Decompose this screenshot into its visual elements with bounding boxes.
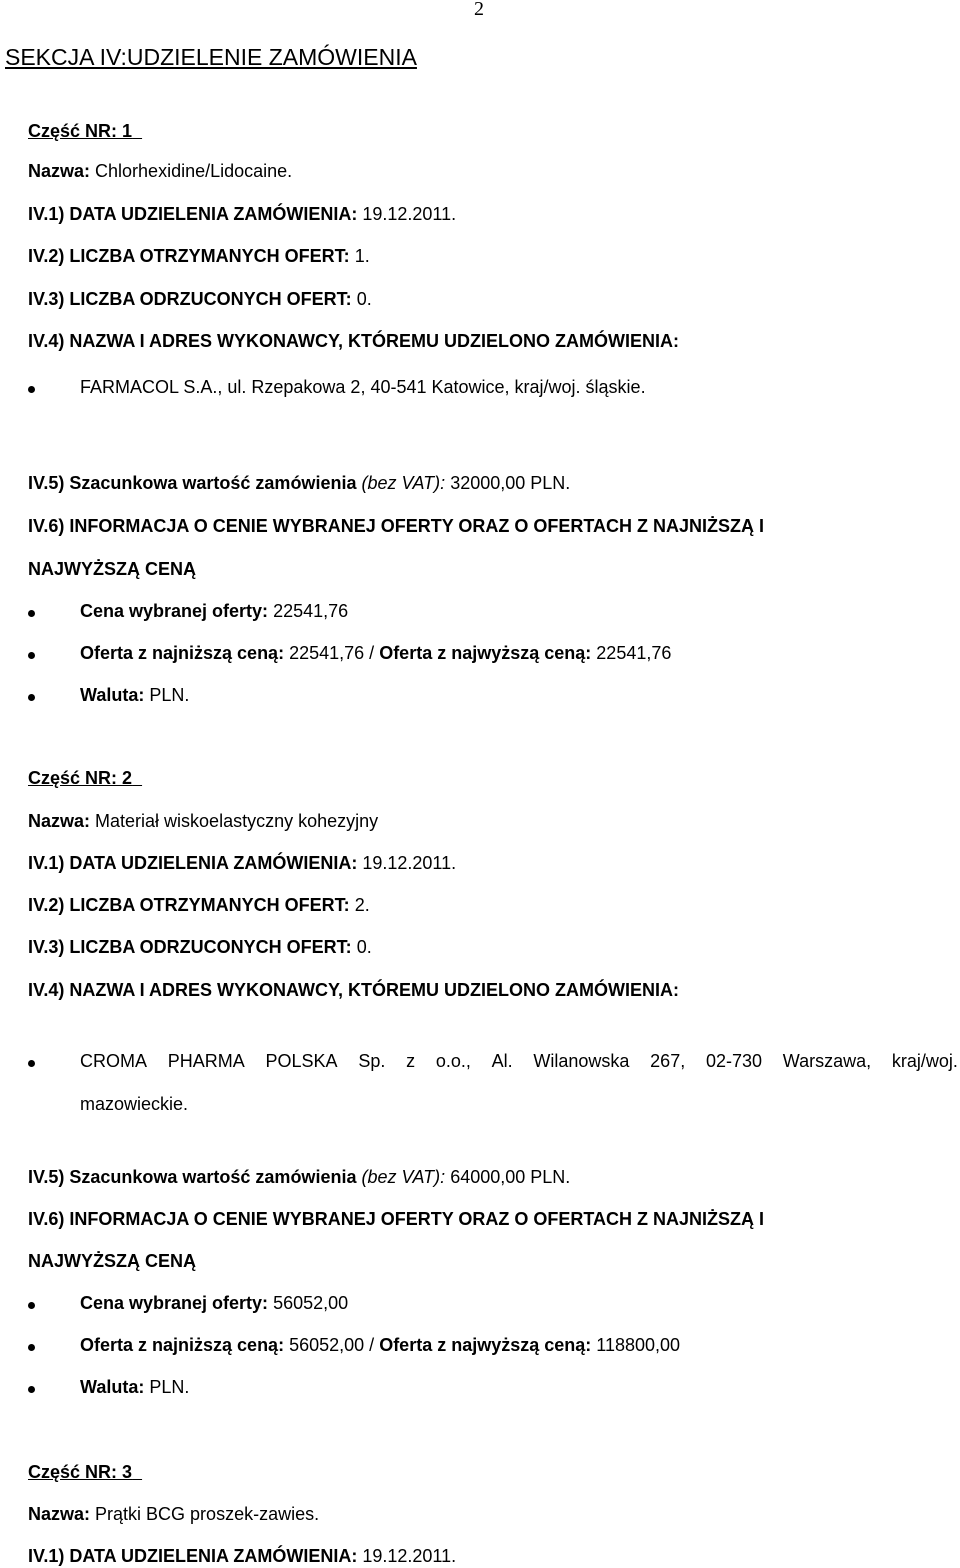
part-heading: Część NR: 1 [28, 121, 133, 141]
bullet-icon [28, 1386, 35, 1393]
bullet-icon [28, 386, 35, 393]
contractor-address: FARMACOL S.A., ul. Rzepakowa 2, 40-541 Katowice, kraj/woj. śląskie. [80, 377, 646, 397]
selected-offer-price: Cena wybranej oferty: 56052,00 [80, 1293, 349, 1313]
bullet-icon [28, 1344, 35, 1351]
section-title: SEKCJA IV:UDZIELENIE ZAMÓWIENIA [5, 44, 417, 70]
lowest-highest-offer: Oferta z najniższą ceną: 56052,00 / Oferta z najwyższą ceną: 118800,00 [80, 1335, 681, 1355]
offers-received: IV.2) LICZBA OTRZYMANYCH OFERT: 1. [28, 246, 370, 266]
currency: Waluta: PLN. [80, 1377, 190, 1397]
contractor-address: CROMA PHARMA POLSKA Sp. z o.o., Al. Wilanowska 267, 02-730 Warszawa, kraj/woj. [80, 1051, 958, 1071]
part-name: Nazwa: Materiał wiskoelastyczny kohezyjny [28, 811, 379, 831]
bullet-icon [28, 1302, 35, 1309]
part-heading: Część NR: 2 [28, 768, 133, 788]
price-info-heading-cont: NAJWYŻSZĄ CENĄ [28, 559, 197, 579]
currency: Waluta: PLN. [80, 685, 190, 705]
estimated-value: IV.5) Szacunkowa wartość zamówienia (bez VAT): 32000,00 PLN. [28, 473, 571, 493]
price-info-heading: IV.6) INFORMACJA O CENIE WYBRANEJ OFERTY ORAZ O OFERTACH Z NAJNIŻSZĄ I [28, 516, 765, 536]
page-number: 2 [474, 0, 484, 20]
bullet-icon [28, 1060, 35, 1067]
contractor-label: IV.4) NAZWA I ADRES WYKONAWCY, KTÓREMU UDZIELONO ZAMÓWIENIA: [28, 980, 679, 1000]
offers-received: IV.2) LICZBA OTRZYMANYCH OFERT: 2. [28, 895, 370, 915]
award-date: IV.1) DATA UDZIELENIA ZAMÓWIENIA: 19.12.2011. [28, 853, 457, 873]
selected-offer-price: Cena wybranej oferty: 22541,76 [80, 601, 349, 621]
contractor-label: IV.4) NAZWA I ADRES WYKONAWCY, KTÓREMU UDZIELONO ZAMÓWIENIA: [28, 331, 679, 351]
offers-rejected: IV.3) LICZBA ODRZUCONYCH OFERT: 0. [28, 289, 372, 309]
part-name: Nazwa: Prątki BCG proszek-zawies. [28, 1504, 320, 1524]
price-info-heading-cont: NAJWYŻSZĄ CENĄ [28, 1251, 197, 1271]
part-name: Nazwa: Chlorhexidine/Lidocaine. [28, 161, 293, 181]
contractor-address-cont: mazowieckie. [80, 1094, 189, 1114]
award-date: IV.1) DATA UDZIELENIA ZAMÓWIENIA: 19.12.2011. [28, 1546, 457, 1566]
lowest-highest-offer: Oferta z najniższą ceną: 22541,76 / Oferta z najwyższą ceną: 22541,76 [80, 643, 672, 663]
estimated-value: IV.5) Szacunkowa wartość zamówienia (bez VAT): 64000,00 PLN. [28, 1167, 571, 1187]
offers-rejected: IV.3) LICZBA ODRZUCONYCH OFERT: 0. [28, 937, 372, 957]
bullet-icon [28, 694, 35, 701]
bullet-icon [28, 652, 35, 659]
part-heading: Część NR: 3 [28, 1462, 133, 1482]
award-date: IV.1) DATA UDZIELENIA ZAMÓWIENIA: 19.12.2011. [28, 204, 457, 224]
price-info-heading: IV.6) INFORMACJA O CENIE WYBRANEJ OFERTY ORAZ O OFERTACH Z NAJNIŻSZĄ I [28, 1209, 765, 1229]
bullet-icon [28, 610, 35, 617]
